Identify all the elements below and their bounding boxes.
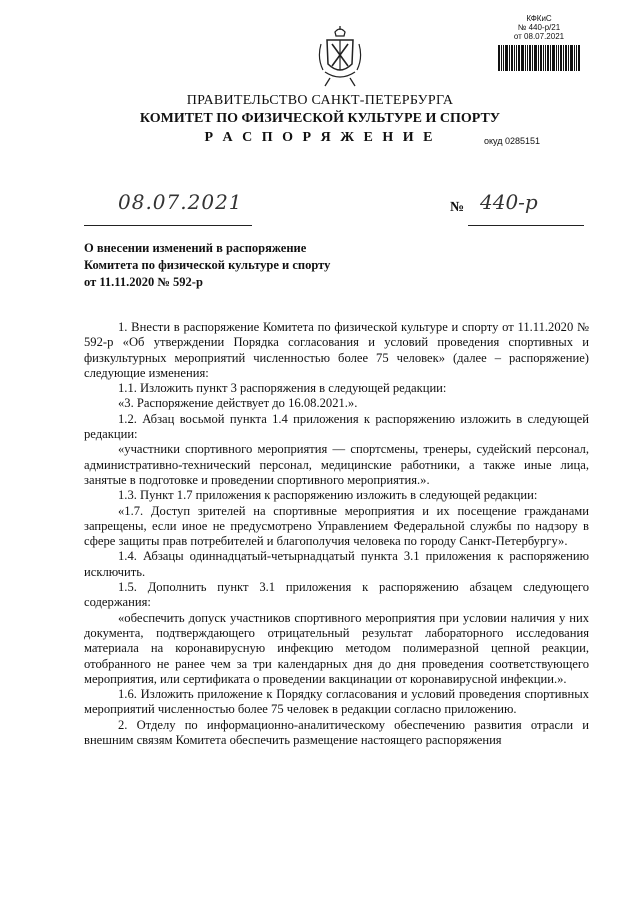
document-type: Р А С П О Р Я Ж Е Н И Е <box>204 130 436 145</box>
coat-of-arms-icon <box>317 26 363 88</box>
paragraph: 1.5. Дополнить пункт 3.1 приложения к распоряжению абзацем следующего содержания: <box>84 580 589 610</box>
paragraph: 1.4. Абзацы одиннадцатый-четырнадцатый пункта 3.1 приложения к распоряжению исключить. <box>84 549 589 579</box>
subject-line: от 11.11.2020 № 592-р <box>84 275 203 289</box>
subject-line: Комитета по физической культуре и спорту <box>84 258 331 272</box>
number-label: № <box>450 200 465 215</box>
document-date: 08.07.2021 <box>118 190 243 214</box>
paragraph: 1.6. Изложить приложение к Порядку согласования и условий проведения спортивных мероприятий численностью более 75 человек в редакции согласно приложению. <box>84 687 589 717</box>
paragraph: 1.1. Изложить пункт 3 распоряжения в следующей редакции: <box>118 381 447 396</box>
committee-title: КОМИТЕТ ПО ФИЗИЧЕСКОЙ КУЛЬТУРЕ И СПОРТУ <box>139 111 501 126</box>
stamp-number: № 440-р/21 <box>517 23 561 32</box>
document-number: 440-р <box>480 190 538 214</box>
paragraph: «3. Распоряжение действует до 16.08.2021.». <box>118 396 358 411</box>
stamp-org: КФКиС <box>526 14 552 23</box>
document-subject <box>84 240 384 291</box>
paragraph: 1.3. Пункт 1.7 приложения к распоряжению изложить в следующей редакции: <box>118 488 538 503</box>
government-title: ПРАВИТЕЛЬСТВО САНКТ-ПЕТЕРБУРГА <box>186 93 454 108</box>
registration-stamp <box>484 14 594 71</box>
paragraph: «обеспечить допуск участников спортивного мероприятия при условии наличия у них документа, подтверждающего отрицательный результат лабораторного исследования материала на коронавирусную инфекцию методом полимеразной цепной реакции, отобранного не ранее чем за три календарных дня до дня проведения соответствующего мероприятия, или сертификата о проведении вакцинации от коронавирусной инфекции.». <box>84 610 589 686</box>
document-body <box>84 320 589 748</box>
stamp-date: от 08.07.2021 <box>513 32 565 41</box>
paragraph: 2. Отделу по информационно-аналитическому обеспечению развития отрасли и внешним связям Комитета обеспечить размещение настоящего распоряжения <box>84 717 589 748</box>
paragraph: 1.2. Абзац восьмой пункта 1.4 приложения к распоряжению изложить в следующей редакции: <box>84 411 589 442</box>
paragraph: 1. Внести в распоряжение Комитета по физической культуре и спорту от 11.11.2020 № 592-р «Об утверждении Порядка согласования и условий проведения спортивных и физкультурных мероприятий численностью более 75 человек» (далее – распоряжение) следующие изменения: <box>84 320 589 380</box>
paragraph: «1.7. Доступ зрителей на спортивные мероприятия и их посещение гражданами запрещены, если иное не предусмотрено Управлением Федеральной службы по надзору в сфере защиты прав потребителей и благополучия человека по городу Санкт-Петербургу». <box>84 503 589 549</box>
subject-line: О внесении изменений в распоряжение <box>84 241 307 255</box>
paragraph: «участники спортивного мероприятия — спортсмены, тренеры, судейский персонал, административно-технический персонал, медицинские работники, а также иные лица, занятые в подготовке и проведении спортивного мероприятия.». <box>84 442 589 487</box>
okud-code: окуд 0285151 <box>484 136 541 146</box>
barcode-icon <box>484 43 594 71</box>
